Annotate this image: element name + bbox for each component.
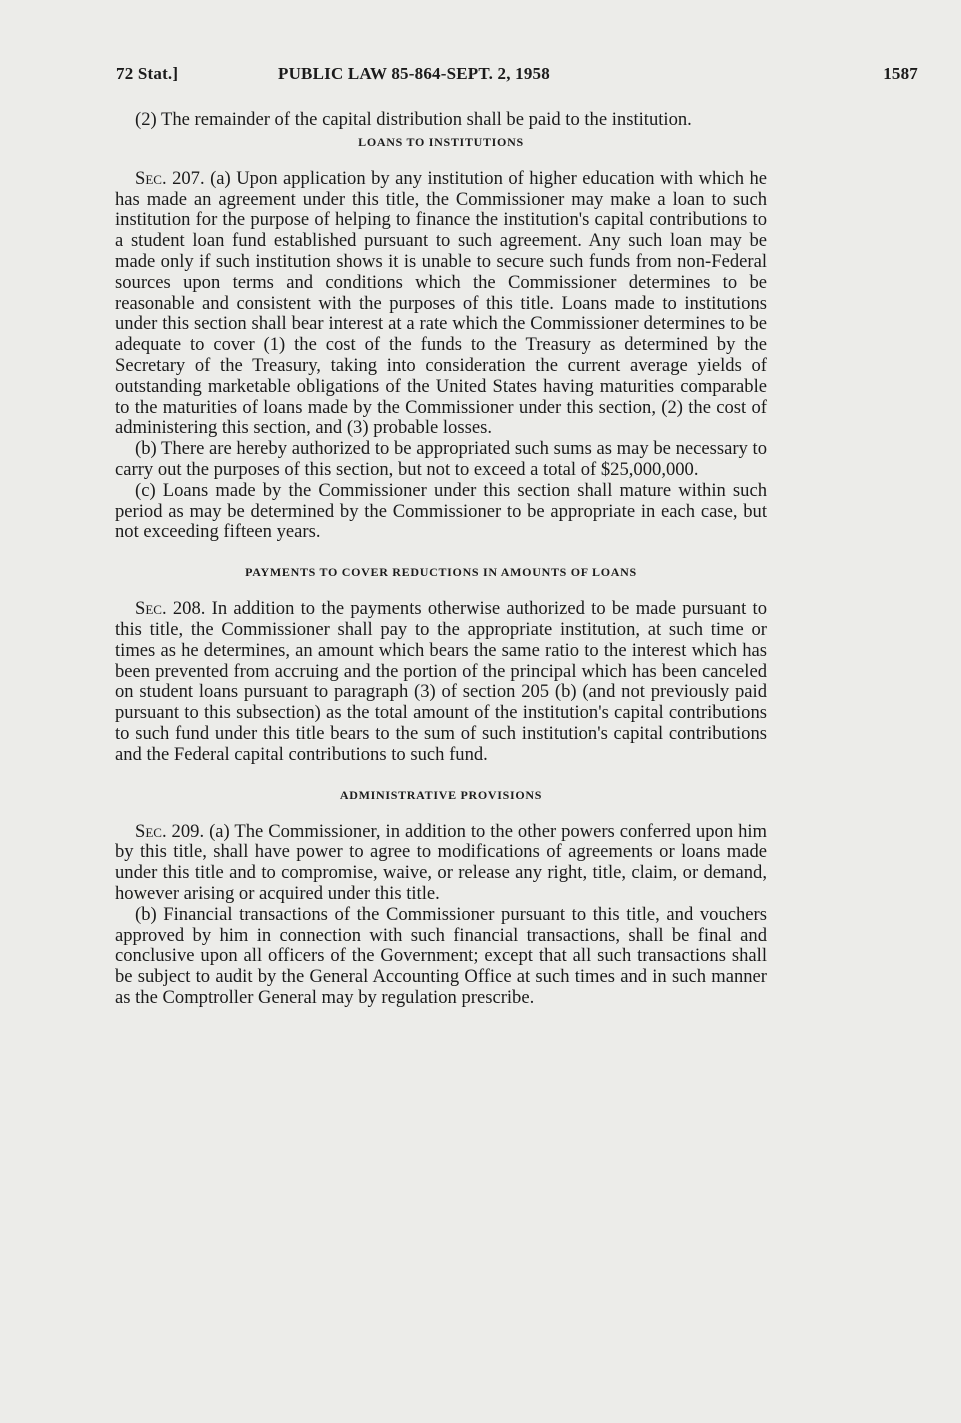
sec209-a-text: (a) The Commissioner, in addition to the other powers conferred upon him by this title, shall have power to agree to modifications of agreements or loans made under this title and to compromise, waive, or release any right, title, claim, or demand, however arising or acquired under this title. [115, 820, 767, 904]
sec208-text: In addition to the payments otherwise authorized to be made pursuant to this title, the Commissioner shall pay to the appropriate institution, at such time or times as he determines, an amount which bears the same ratio to the interest which has been prevented from accruing and the portion of the principal which has been canceled on student loans pursuant to paragraph (3) of section 205 (b) (and not previously paid pursuant to this subsection) as the total amount of the institution's capital contributions to such fund under this title bears to the sum of such institution's capital contributions and the Federal capital contributions to such fund. [115, 598, 767, 765]
section-heading-payments: PAYMENTS TO COVER REDUCTIONS IN AMOUNTS OF LOANS [245, 565, 637, 580]
sec207-a-text: (a) Upon application by any institution of higher education with which he has made an agreement under this title, the Commissioner may make a loan to such institution for the purpose of helping to finance the institution's capital contributions to a student loan fund established pursuant to such agreement. Any such loan may be made only if such institution shows it is unable to secure such funds from non-Federal sources upon terms and conditions which the Commissioner determines to be reasonable and consistent with the purposes of this title. Loans made to institutions under this section shall bear interest at a rate which the Commissioner determines to be adequate to cover (1) the cost of the funds to the Treasury as determined by the Secretary of the Treasury, taking into consideration the current average yields of outstanding marketable obligations of the United States having maturities comparable to the maturities of loans made by the Commissioner under this section, (2) the cost of administering this section, and (3) probable losses. [115, 167, 768, 439]
header-title: PUBLIC LAW 85-864-SEPT. 2, 1958 [278, 64, 550, 83]
paragraph-sec209-a [115, 822, 767, 905]
paragraph-sec207-a [115, 169, 767, 439]
page-header [116, 64, 918, 88]
section-label-207: Sec. 207. [135, 167, 205, 189]
paragraph-sec208 [115, 599, 767, 765]
section-heading-loans: LOANS TO INSTITUTIONS [358, 134, 524, 149]
page-number: 1587 [883, 64, 918, 83]
paragraph-sec209-b: (b) Financial transactions of the Commissioner pursuant to this title, and vouchers approved by him in connection with such financial transactions, shall be final and conclusive upon all officers of the Government; except that all such transactions shall be subject to audit by the General Accounting Office at such times and in such manner as the Comptroller General may by regulation prescribe. [115, 903, 767, 1008]
section-heading-admin: ADMINISTRATIVE PROVISIONS [339, 787, 543, 802]
document-body [115, 110, 767, 1009]
paragraph-sec207-c: (c) Loans made by the Commissioner under this section shall mature within such period as may be determined by the Commissioner to be appropriate in each case, but not exceeding fifteen years. [115, 479, 767, 543]
statute-reference: 72 Stat.] [116, 64, 179, 83]
section-label-208: Sec. 208. [135, 598, 206, 620]
section-label-209: Sec. 209. [135, 820, 205, 842]
paragraph-sec207-b: (b) There are hereby authorized to be appropriated such sums as may be necessary to carry out the purposes of this section, but not to exceed a total of $25,000,000. [115, 438, 767, 480]
paragraph-remainder: (2) The remainder of the capital distribution shall be paid to the institution. [135, 109, 692, 130]
